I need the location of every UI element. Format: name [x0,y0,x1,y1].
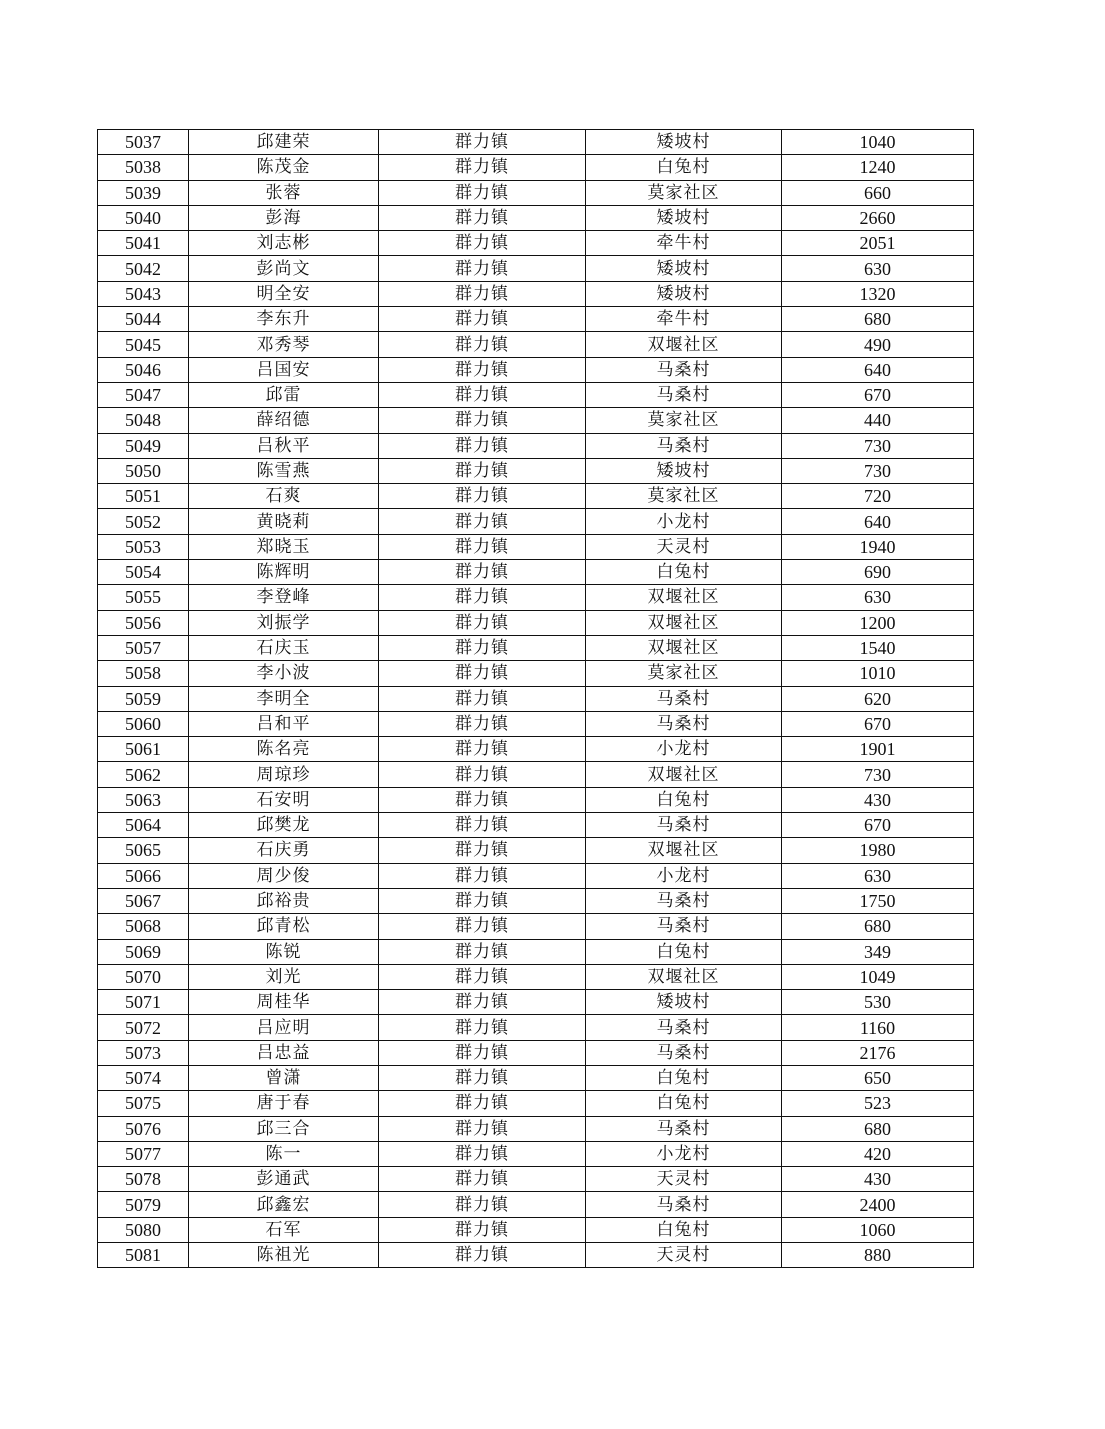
town-cell: 群力镇 [379,155,586,180]
town-cell: 群力镇 [379,408,586,433]
amount-cell: 2400 [782,1192,974,1217]
table-row [98,888,974,913]
amount-cell: 1049 [782,964,974,989]
village-cell: 矮坡村 [586,256,782,281]
town-cell: 群力镇 [379,990,586,1015]
name-cell: 邱青松 [189,914,379,939]
town-cell: 群力镇 [379,1040,586,1065]
table-row [98,256,974,281]
village-cell: 双堰社区 [586,964,782,989]
village-cell: 马桑村 [586,357,782,382]
town-cell: 群力镇 [379,130,586,155]
village-cell: 矮坡村 [586,990,782,1015]
village-cell: 双堰社区 [586,635,782,660]
name-cell: 吕和平 [189,711,379,736]
amount-cell: 530 [782,990,974,1015]
table-row [98,787,974,812]
town-cell: 群力镇 [379,1116,586,1141]
table-row [98,1040,974,1065]
row-number-cell: 5038 [98,155,189,180]
table-row [98,914,974,939]
table-row [98,155,974,180]
village-cell: 莫家社区 [586,180,782,205]
village-cell: 小龙村 [586,509,782,534]
amount-cell: 680 [782,914,974,939]
amount-cell: 523 [782,1091,974,1116]
row-number-cell: 5058 [98,661,189,686]
row-number-cell: 5051 [98,484,189,509]
amount-cell: 640 [782,357,974,382]
table-row [98,130,974,155]
town-cell: 群力镇 [379,1065,586,1090]
amount-cell: 420 [782,1141,974,1166]
name-cell: 石安明 [189,787,379,812]
amount-cell: 440 [782,408,974,433]
village-cell: 马桑村 [586,888,782,913]
village-cell: 双堰社区 [586,838,782,863]
name-cell: 石爽 [189,484,379,509]
town-cell: 群力镇 [379,863,586,888]
table-row [98,711,974,736]
village-cell: 马桑村 [586,1116,782,1141]
amount-cell: 430 [782,787,974,812]
town-cell: 群力镇 [379,1217,586,1242]
name-cell: 邱鑫宏 [189,1192,379,1217]
amount-cell: 630 [782,863,974,888]
amount-cell: 2176 [782,1040,974,1065]
town-cell: 群力镇 [379,180,586,205]
row-number-cell: 5073 [98,1040,189,1065]
amount-cell: 1750 [782,888,974,913]
village-cell: 马桑村 [586,813,782,838]
row-number-cell: 5045 [98,332,189,357]
amount-cell: 2660 [782,205,974,230]
table-row [98,1116,974,1141]
town-cell: 群力镇 [379,382,586,407]
amount-cell: 620 [782,686,974,711]
row-number-cell: 5055 [98,585,189,610]
town-cell: 群力镇 [379,509,586,534]
town-cell: 群力镇 [379,1015,586,1040]
name-cell: 彭尚文 [189,256,379,281]
name-cell: 陈雪燕 [189,458,379,483]
table-row [98,180,974,205]
village-cell: 天灵村 [586,1243,782,1268]
row-number-cell: 5062 [98,762,189,787]
table-row [98,408,974,433]
amount-cell: 349 [782,939,974,964]
table-row [98,661,974,686]
village-cell: 小龙村 [586,737,782,762]
town-cell: 群力镇 [379,281,586,306]
name-cell: 郑晓玉 [189,534,379,559]
town-cell: 群力镇 [379,964,586,989]
town-cell: 群力镇 [379,737,586,762]
name-cell: 刘振学 [189,610,379,635]
town-cell: 群力镇 [379,914,586,939]
name-cell: 周琼珍 [189,762,379,787]
table-row [98,964,974,989]
row-number-cell: 5077 [98,1141,189,1166]
name-cell: 唐于春 [189,1091,379,1116]
table-body [98,130,974,1268]
name-cell: 吕秋平 [189,433,379,458]
town-cell: 群力镇 [379,1141,586,1166]
name-cell: 石庆玉 [189,635,379,660]
row-number-cell: 5041 [98,231,189,256]
row-number-cell: 5039 [98,180,189,205]
town-cell: 群力镇 [379,256,586,281]
village-cell: 莫家社区 [586,661,782,686]
row-number-cell: 5044 [98,307,189,332]
row-number-cell: 5079 [98,1192,189,1217]
town-cell: 群力镇 [379,762,586,787]
village-cell: 矮坡村 [586,205,782,230]
village-cell: 莫家社区 [586,408,782,433]
village-cell: 马桑村 [586,1040,782,1065]
village-cell: 双堰社区 [586,585,782,610]
row-number-cell: 5050 [98,458,189,483]
town-cell: 群力镇 [379,433,586,458]
amount-cell: 1980 [782,838,974,863]
town-cell: 群力镇 [379,560,586,585]
village-cell: 马桑村 [586,711,782,736]
amount-cell: 640 [782,509,974,534]
village-cell: 莫家社区 [586,484,782,509]
village-cell: 天灵村 [586,534,782,559]
name-cell: 刘志彬 [189,231,379,256]
village-cell: 马桑村 [586,433,782,458]
town-cell: 群力镇 [379,307,586,332]
amount-cell: 680 [782,1116,974,1141]
name-cell: 吕忠益 [189,1040,379,1065]
name-cell: 李明全 [189,686,379,711]
village-cell: 矮坡村 [586,458,782,483]
row-number-cell: 5078 [98,1167,189,1192]
village-cell: 白兔村 [586,787,782,812]
town-cell: 群力镇 [379,838,586,863]
amount-cell: 650 [782,1065,974,1090]
row-number-cell: 5056 [98,610,189,635]
row-number-cell: 5075 [98,1091,189,1116]
table-row [98,1217,974,1242]
amount-cell: 880 [782,1243,974,1268]
name-cell: 邱雷 [189,382,379,407]
table-row [98,686,974,711]
town-cell: 群力镇 [379,231,586,256]
table-row [98,990,974,1015]
name-cell: 黄晓莉 [189,509,379,534]
name-cell: 吕国安 [189,357,379,382]
name-cell: 李小波 [189,661,379,686]
table-row [98,458,974,483]
name-cell: 李东升 [189,307,379,332]
amount-cell: 630 [782,585,974,610]
village-cell: 小龙村 [586,1141,782,1166]
table-row [98,1091,974,1116]
name-cell: 曾潇 [189,1065,379,1090]
row-number-cell: 5047 [98,382,189,407]
village-cell: 马桑村 [586,1015,782,1040]
village-cell: 白兔村 [586,1065,782,1090]
name-cell: 周少俊 [189,863,379,888]
amount-cell: 660 [782,180,974,205]
village-cell: 马桑村 [586,914,782,939]
name-cell: 彭通武 [189,1167,379,1192]
town-cell: 群力镇 [379,888,586,913]
village-cell: 白兔村 [586,1091,782,1116]
town-cell: 群力镇 [379,686,586,711]
village-cell: 白兔村 [586,560,782,585]
name-cell: 邱裕贵 [189,888,379,913]
name-cell: 陈祖光 [189,1243,379,1268]
name-cell: 陈辉明 [189,560,379,585]
amount-cell: 1160 [782,1015,974,1040]
row-number-cell: 5081 [98,1243,189,1268]
row-number-cell: 5057 [98,635,189,660]
table-row [98,332,974,357]
table-row [98,1192,974,1217]
amount-cell: 1540 [782,635,974,660]
village-cell: 白兔村 [586,155,782,180]
amount-cell: 630 [782,256,974,281]
town-cell: 群力镇 [379,534,586,559]
town-cell: 群力镇 [379,1167,586,1192]
table-row [98,357,974,382]
table-row [98,307,974,332]
table-row [98,382,974,407]
name-cell: 刘光 [189,964,379,989]
village-cell: 马桑村 [586,1192,782,1217]
village-cell: 牵牛村 [586,231,782,256]
table-row [98,610,974,635]
town-cell: 群力镇 [379,1243,586,1268]
row-number-cell: 5068 [98,914,189,939]
table-row [98,813,974,838]
table-row [98,762,974,787]
row-number-cell: 5052 [98,509,189,534]
row-number-cell: 5069 [98,939,189,964]
amount-cell: 670 [782,382,974,407]
amount-cell: 1940 [782,534,974,559]
town-cell: 群力镇 [379,205,586,230]
name-cell: 薛绍德 [189,408,379,433]
table-row [98,509,974,534]
town-cell: 群力镇 [379,484,586,509]
town-cell: 群力镇 [379,711,586,736]
name-cell: 邱建荣 [189,130,379,155]
village-cell: 马桑村 [586,382,782,407]
name-cell: 周桂华 [189,990,379,1015]
row-number-cell: 5054 [98,560,189,585]
amount-cell: 1200 [782,610,974,635]
town-cell: 群力镇 [379,610,586,635]
table-row [98,1167,974,1192]
name-cell: 明全安 [189,281,379,306]
town-cell: 群力镇 [379,357,586,382]
table-row [98,1141,974,1166]
town-cell: 群力镇 [379,458,586,483]
table-row [98,231,974,256]
town-cell: 群力镇 [379,635,586,660]
town-cell: 群力镇 [379,1091,586,1116]
village-cell: 白兔村 [586,1217,782,1242]
table-row [98,585,974,610]
data-table [97,129,974,1268]
village-cell: 白兔村 [586,939,782,964]
amount-cell: 1320 [782,281,974,306]
village-cell: 矮坡村 [586,281,782,306]
village-cell: 双堰社区 [586,332,782,357]
village-cell: 牵牛村 [586,307,782,332]
village-cell: 双堰社区 [586,610,782,635]
town-cell: 群力镇 [379,585,586,610]
row-number-cell: 5071 [98,990,189,1015]
name-cell: 邱樊龙 [189,813,379,838]
row-number-cell: 5066 [98,863,189,888]
name-cell: 张蓉 [189,180,379,205]
town-cell: 群力镇 [379,813,586,838]
row-number-cell: 5064 [98,813,189,838]
row-number-cell: 5061 [98,737,189,762]
row-number-cell: 5059 [98,686,189,711]
amount-cell: 430 [782,1167,974,1192]
amount-cell: 1010 [782,661,974,686]
row-number-cell: 5042 [98,256,189,281]
row-number-cell: 5065 [98,838,189,863]
amount-cell: 670 [782,711,974,736]
row-number-cell: 5049 [98,433,189,458]
town-cell: 群力镇 [379,661,586,686]
table-row [98,635,974,660]
row-number-cell: 5072 [98,1015,189,1040]
row-number-cell: 5076 [98,1116,189,1141]
village-cell: 天灵村 [586,1167,782,1192]
table-row [98,838,974,863]
row-number-cell: 5080 [98,1217,189,1242]
amount-cell: 720 [782,484,974,509]
village-cell: 小龙村 [586,863,782,888]
town-cell: 群力镇 [379,1192,586,1217]
amount-cell: 1040 [782,130,974,155]
name-cell: 石庆勇 [189,838,379,863]
row-number-cell: 5040 [98,205,189,230]
row-number-cell: 5074 [98,1065,189,1090]
town-cell: 群力镇 [379,787,586,812]
table-row [98,1065,974,1090]
table-row [98,281,974,306]
table-row [98,1015,974,1040]
amount-cell: 690 [782,560,974,585]
table-row [98,939,974,964]
row-number-cell: 5067 [98,888,189,913]
name-cell: 彭海 [189,205,379,230]
row-number-cell: 5070 [98,964,189,989]
table-row [98,560,974,585]
row-number-cell: 5060 [98,711,189,736]
row-number-cell: 5037 [98,130,189,155]
table-row [98,737,974,762]
name-cell: 陈一 [189,1141,379,1166]
name-cell: 陈茂金 [189,155,379,180]
row-number-cell: 5048 [98,408,189,433]
amount-cell: 1901 [782,737,974,762]
name-cell: 邱三合 [189,1116,379,1141]
table-row [98,433,974,458]
table-row [98,1243,974,1268]
town-cell: 群力镇 [379,332,586,357]
amount-cell: 730 [782,458,974,483]
name-cell: 邓秀琴 [189,332,379,357]
row-number-cell: 5046 [98,357,189,382]
amount-cell: 730 [782,433,974,458]
amount-cell: 490 [782,332,974,357]
name-cell: 李登峰 [189,585,379,610]
row-number-cell: 5043 [98,281,189,306]
amount-cell: 1060 [782,1217,974,1242]
amount-cell: 670 [782,813,974,838]
village-cell: 双堰社区 [586,762,782,787]
table-row [98,205,974,230]
amount-cell: 680 [782,307,974,332]
name-cell: 石军 [189,1217,379,1242]
name-cell: 陈名亮 [189,737,379,762]
village-cell: 马桑村 [586,686,782,711]
town-cell: 群力镇 [379,939,586,964]
row-number-cell: 5063 [98,787,189,812]
amount-cell: 1240 [782,155,974,180]
table-row [98,484,974,509]
name-cell: 吕应明 [189,1015,379,1040]
table-row [98,534,974,559]
amount-cell: 730 [782,762,974,787]
name-cell: 陈锐 [189,939,379,964]
row-number-cell: 5053 [98,534,189,559]
amount-cell: 2051 [782,231,974,256]
village-cell: 矮坡村 [586,130,782,155]
table-row [98,863,974,888]
